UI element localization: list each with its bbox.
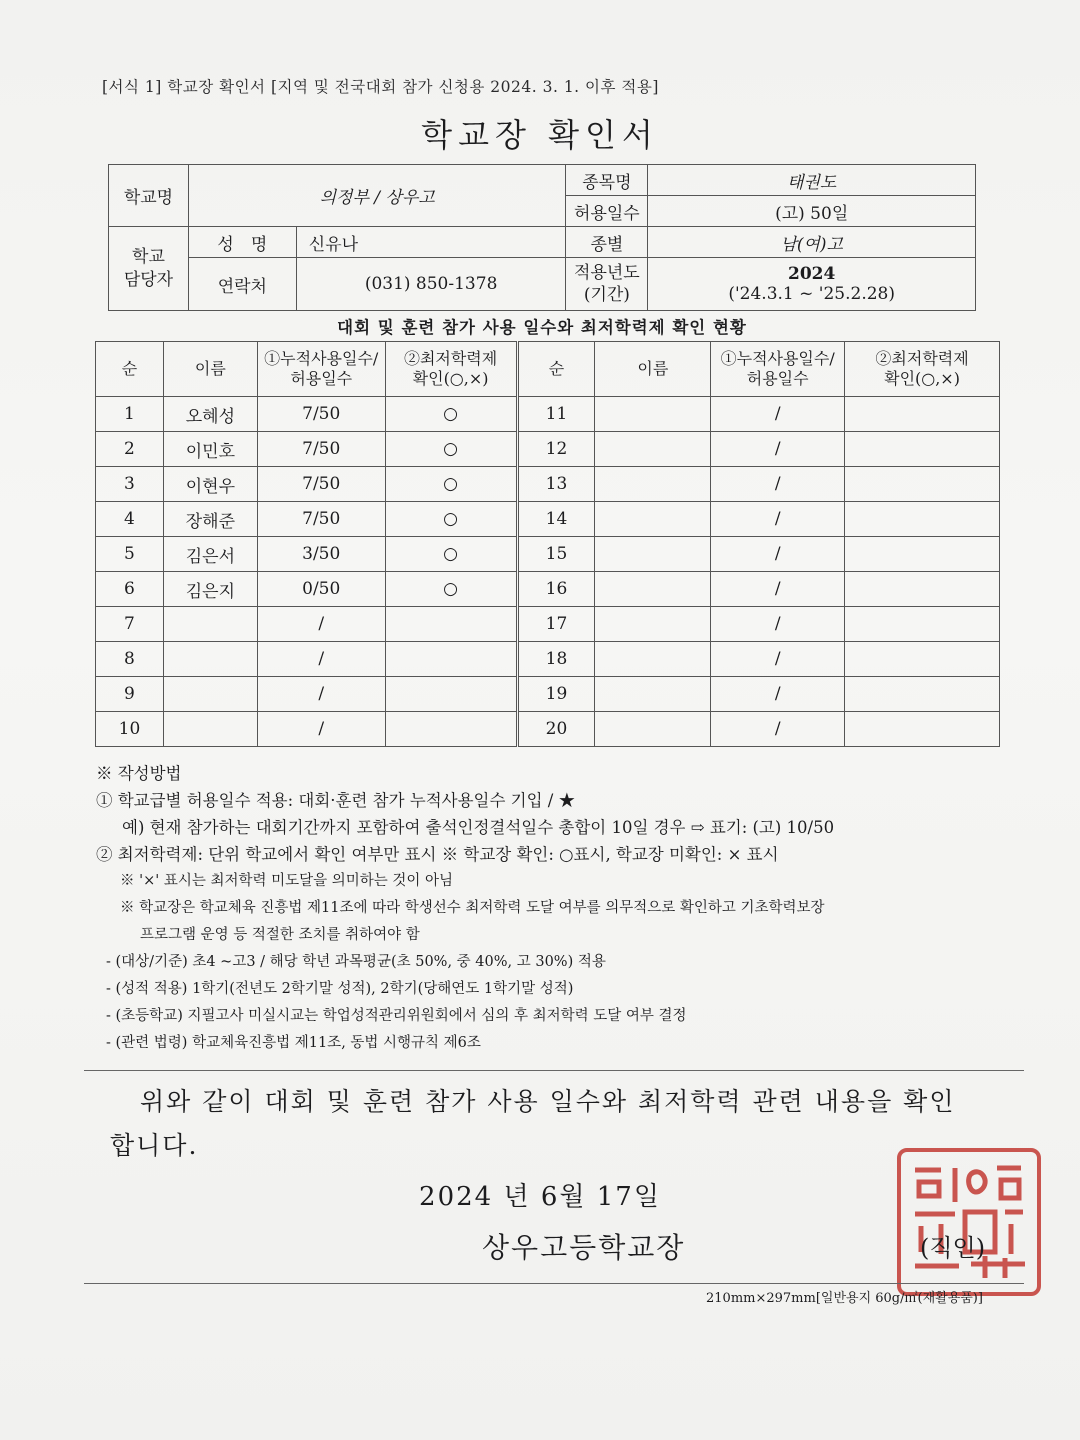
right-cell-no: 12: [517, 432, 595, 467]
left-cell-name: [163, 607, 257, 642]
seal-label: (직인): [920, 1234, 986, 1262]
col-no-left: 순: [96, 342, 164, 397]
table-row: [96, 607, 1000, 642]
col-name-left: 이름: [163, 342, 257, 397]
left-cell-days: /: [257, 642, 385, 677]
confirmation-text: [110, 1080, 1010, 1168]
right-cell-name: [595, 397, 711, 432]
left-cell-name: 이민호: [163, 432, 257, 467]
paper-spec: 210mm×297mm[일반용지 60g/㎡(재활용품)]: [706, 1291, 983, 1306]
table-row: [96, 572, 1000, 607]
left-cell-days: 3/50: [257, 537, 385, 572]
left-cell-no: 5: [96, 537, 164, 572]
contact-label: 연락처: [188, 258, 296, 311]
left-cell-name: [163, 712, 257, 747]
event-label: 종목명: [566, 165, 648, 196]
detail-3: - (초등학교) 지필고사 미실시교는 학업성적관리위원회에서 심의 후 최저학력 도달 여부 결정: [106, 1008, 687, 1024]
right-cell-days: /: [711, 502, 845, 537]
left-cell-check: [385, 607, 517, 642]
detail-2: - (성적 적용) 1학기(전년도 2학기말 성적), 2학기(당해연도 1학기말 성적): [106, 981, 574, 997]
left-cell-days: 7/50: [257, 467, 385, 502]
left-cell-days: 0/50: [257, 572, 385, 607]
left-cell-check: ○: [385, 572, 517, 607]
left-cell-name: 이현우: [163, 467, 257, 502]
right-cell-days: /: [711, 677, 845, 712]
name-value: 신유나: [296, 227, 566, 258]
right-cell-no: 20: [517, 712, 595, 747]
note-2-b2: 프로그램 운영 등 적절한 조치를 취하여야 함: [140, 927, 420, 943]
right-cell-check: [845, 537, 1000, 572]
left-cell-days: 7/50: [257, 502, 385, 537]
table-row: [96, 397, 1000, 432]
page-title: 학교장 확인서: [421, 116, 659, 154]
right-cell-name: [595, 537, 711, 572]
right-cell-check: [845, 467, 1000, 502]
right-cell-check: [845, 607, 1000, 642]
left-cell-no: 10: [96, 712, 164, 747]
left-cell-no: 4: [96, 502, 164, 537]
left-cell-name: 김은지: [163, 572, 257, 607]
note-1-example: 예) 현재 참가하는 대회기간까지 포함하여 출석인정결석일수 총합이 10일 경우 ⇨ 표기: (고) 10/50: [122, 818, 835, 837]
col-days-left: ①누적사용일수/ 허용일수: [257, 342, 385, 397]
left-cell-name: 김은서: [163, 537, 257, 572]
left-cell-no: 7: [96, 607, 164, 642]
right-cell-days: /: [711, 712, 845, 747]
left-cell-name: [163, 677, 257, 712]
note-2: ② 최저학력제: 단위 학교에서 확인 여부만 표시 ※ 학교장 확인: ○표시, 학교장 미확인: × 표시: [96, 845, 779, 864]
school-label: 학교명: [109, 165, 189, 227]
table-row: [96, 467, 1000, 502]
left-cell-check: [385, 642, 517, 677]
left-cell-check: ○: [385, 537, 517, 572]
right-cell-no: 17: [517, 607, 595, 642]
left-cell-check: ○: [385, 467, 517, 502]
manager-label: 학교 담당자: [109, 227, 189, 311]
left-cell-days: /: [257, 712, 385, 747]
left-cell-no: 9: [96, 677, 164, 712]
detail-1: - (대상/기준) 초4 ~고3 / 해당 학년 과목평균(초 50%, 중 40%, 고 30%) 적용: [106, 954, 606, 970]
left-cell-no: 3: [96, 467, 164, 502]
right-cell-days: /: [711, 467, 845, 502]
right-cell-no: 18: [517, 642, 595, 677]
left-cell-check: ○: [385, 502, 517, 537]
instructions: [96, 760, 1036, 1057]
right-cell-days: /: [711, 642, 845, 677]
col-name-right: 이름: [595, 342, 711, 397]
right-cell-no: 14: [517, 502, 595, 537]
name-label: 성 명: [188, 227, 296, 258]
right-cell-name: [595, 712, 711, 747]
left-cell-no: 2: [96, 432, 164, 467]
left-cell-name: 오혜성: [163, 397, 257, 432]
left-cell-no: 6: [96, 572, 164, 607]
left-cell-days: /: [257, 677, 385, 712]
right-cell-name: [595, 642, 711, 677]
right-cell-check: [845, 712, 1000, 747]
right-cell-check: [845, 642, 1000, 677]
right-cell-check: [845, 677, 1000, 712]
col-no-right: 순: [517, 342, 595, 397]
table-row: [96, 677, 1000, 712]
left-cell-check: ○: [385, 432, 517, 467]
left-cell-name: 장해준: [163, 502, 257, 537]
table-row: [96, 642, 1000, 677]
right-cell-no: 16: [517, 572, 595, 607]
left-cell-name: [163, 642, 257, 677]
left-cell-check: [385, 677, 517, 712]
right-cell-name: [595, 432, 711, 467]
right-cell-name: [595, 677, 711, 712]
table-row: [96, 712, 1000, 747]
confirm-line-2: 합니다.: [110, 1131, 199, 1160]
col-check-left: ②최저학력제 확인(○,×): [385, 342, 517, 397]
right-cell-no: 19: [517, 677, 595, 712]
right-cell-days: /: [711, 397, 845, 432]
right-cell-name: [595, 467, 711, 502]
table-row: [96, 432, 1000, 467]
left-cell-days: /: [257, 607, 385, 642]
gender-value: 남(여)고: [648, 227, 976, 258]
divider-top: [84, 1070, 1024, 1071]
left-cell-no: 1: [96, 397, 164, 432]
right-cell-name: [595, 607, 711, 642]
detail-4: - (관련 법령) 학교체육진흥법 제11조, 동법 시행규칙 제6조: [106, 1035, 481, 1051]
info-table: [108, 164, 976, 311]
right-cell-check: [845, 572, 1000, 607]
col-check-right: ②최저학력제 확인(○,×): [845, 342, 1000, 397]
left-cell-days: 7/50: [257, 432, 385, 467]
left-cell-check: ○: [385, 397, 517, 432]
roster-table: [95, 341, 1000, 747]
right-cell-days: /: [711, 432, 845, 467]
right-cell-check: [845, 432, 1000, 467]
right-cell-days: /: [711, 537, 845, 572]
right-cell-no: 13: [517, 467, 595, 502]
seal-stamp-icon: [901, 1152, 1037, 1292]
notes-heading: ※ 작성방법: [96, 764, 182, 783]
right-cell-days: /: [711, 572, 845, 607]
school-value: 의정부 / 상우고: [188, 165, 566, 227]
table-row: [96, 502, 1000, 537]
right-cell-name: [595, 502, 711, 537]
right-cell-name: [595, 572, 711, 607]
note-2-b: ※ 학교장은 학교체육 진흥법 제11조에 따라 학생선수 최저학력 도달 여부를 의무적으로 확인하고 기초학력보장: [120, 900, 825, 916]
right-cell-days: /: [711, 607, 845, 642]
left-cell-days: 7/50: [257, 397, 385, 432]
contact-value: (031) 850-1378: [296, 258, 566, 311]
right-cell-no: 11: [517, 397, 595, 432]
official-seal: [897, 1148, 1041, 1296]
allowed-days-value: (고) 50일: [648, 196, 976, 227]
note-1: ① 학교급별 허용일수 적용: 대회·훈련 참가 누적사용일수 기입 / ★: [96, 791, 576, 810]
right-cell-check: [845, 502, 1000, 537]
allowed-days-label: 허용일수: [566, 196, 648, 227]
gender-label: 종별: [566, 227, 648, 258]
note-2-a: ※ '×' 표시는 최저학력 미도달을 의미하는 것이 아님: [120, 873, 454, 889]
year-label: 적용년도 (기간): [566, 258, 648, 311]
confirm-line-1: 위와 같이 대회 및 훈련 참가 사용 일수와 최저학력 관련 내용을 확인: [140, 1087, 956, 1116]
right-cell-check: [845, 397, 1000, 432]
year-value: 2024: [788, 264, 836, 284]
event-value: 태권도: [648, 165, 976, 196]
year-cell: [648, 258, 976, 311]
left-cell-check: [385, 712, 517, 747]
period-value: ('24.3.1 ~ '25.2.28): [728, 284, 895, 304]
principal-name: 상우고등학교장: [482, 1231, 686, 1264]
table-row: [96, 537, 1000, 572]
issue-date: 2024 년 6월 17일: [419, 1182, 661, 1212]
divider-bottom: [84, 1283, 1024, 1284]
section-title: 대회 및 훈련 참가 사용 일수와 최저학력제 확인 현황: [337, 318, 747, 337]
left-cell-no: 8: [96, 642, 164, 677]
right-cell-no: 15: [517, 537, 595, 572]
form-header: [서식 1] 학교장 확인서 [지역 및 전국대회 참가 신청용 2024. 3. 1. 이후 적용]: [102, 78, 659, 96]
col-days-right: ①누적사용일수/ 허용일수: [711, 342, 845, 397]
